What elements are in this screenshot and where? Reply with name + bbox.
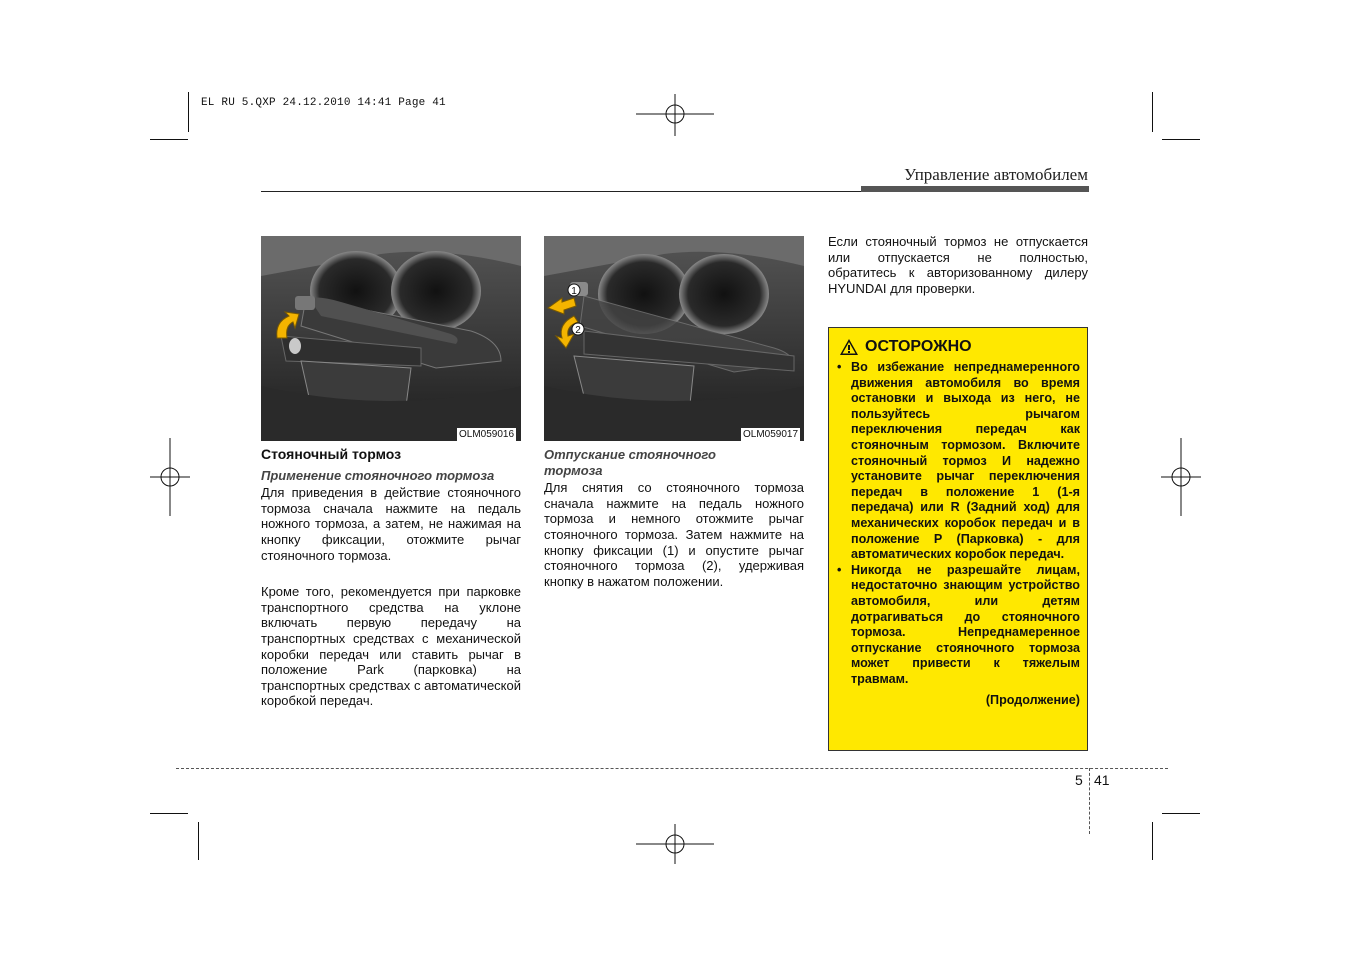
column-3 [828, 234, 1088, 296]
section-title: Управление автомобилем [904, 165, 1088, 184]
footer-rule [176, 768, 1168, 769]
file-slug: EL RU 5.QXP 24.12.2010 14:41 Page 41 [201, 97, 446, 109]
warning-title-text: ОСТОРОЖНО [865, 338, 972, 356]
warning-title [839, 338, 972, 356]
list-item [837, 360, 1080, 563]
marker-1: 1 [571, 286, 577, 297]
crop-mark [1152, 92, 1153, 132]
subheading: Отпускание стояночного тормоза [544, 447, 716, 478]
bullet: • [837, 360, 842, 374]
warning-triangle-icon [839, 338, 859, 356]
registration-mark-icon [150, 438, 190, 516]
marker-2: 2 [575, 325, 581, 336]
figure-code: OLM059017 [743, 429, 799, 440]
column-2 [544, 447, 804, 589]
crop-mark [150, 139, 188, 140]
page-number: 41 [1094, 772, 1110, 788]
subheading: Применение стояночного тормоза [261, 467, 495, 483]
warning-box [828, 327, 1088, 751]
footer-divider [1089, 768, 1090, 834]
continued-label: (Продолжение) [985, 693, 1080, 708]
column-1 [261, 447, 521, 709]
header-rule [261, 191, 861, 192]
registration-mark-icon [1161, 438, 1201, 516]
section-heading: Стояночный тормоз [261, 446, 402, 462]
paragraph: Если стояночный тормоз не отпускается или отпускается не полностью, обратитесь к авторизованному дилеру HYUNDAI для проверки. [828, 234, 1088, 296]
paragraph: Для снятия со стояночного тормоза сначала нажмите на педаль ножного тормоза и немного отожмите рычаг стояночного тормоза. Затем нажмите на кнопку фиксации (1) и опустите рычаг стояночного тормоза (2), удерживая кнопку в нажатом положении. [544, 480, 804, 589]
warning-text: Во избежание непреднамеренного движения автомобиля во время остановки и выхода из него, не пользуйтесь рычагом переключения передач как стояночным тормозом. Включите стояночный тормоз И надежно установите рычаг переключения передач в положение 1 (1-я передача) или R (Задний ход) для механических коробок передач и в положение P (Парковка) - для автоматических коробок передач. [851, 360, 1080, 562]
paragraph: Для приведения в действие стояночного тормоза сначала нажмите на педаль ножного тормоза, а затем, не нажимая на кнопку фиксации, отожмите рычаг стояночного тормоза. [261, 485, 521, 563]
paragraph: Кроме того, рекомендуется при парковке транспортного средства на уклоне включать первую передачу на транспортных средствах с механической коробки передач или ставить рычаг в положение Park (парковка) на транспортных средствах с автоматической коробкой передач. [261, 584, 521, 709]
crop-mark [150, 813, 188, 814]
warning-list [837, 360, 1080, 709]
bullet: • [837, 562, 842, 577]
crop-mark [1162, 813, 1200, 814]
parking-brake-apply-photo [261, 236, 521, 441]
page-section-number: 5 [1075, 772, 1083, 788]
registration-mark-icon [636, 94, 714, 136]
parking-brake-release-photo [544, 236, 804, 441]
list-item [837, 563, 1080, 688]
registration-mark-icon [636, 824, 714, 864]
crop-mark [198, 822, 199, 860]
figure-code: OLM059016 [459, 429, 515, 440]
crop-mark [188, 92, 189, 132]
crop-mark [1162, 139, 1200, 140]
warning-text: Никогда не разрешайте лицам, недостаточно знающим устройство автомобиля, или детям дотрагиваться до стояночного тормоза. Непреднамеренное отпускание стояночного тормоза может привести к тяжелым травмам. [851, 562, 1080, 686]
header-rule-accent [861, 186, 1089, 192]
crop-mark [1152, 822, 1153, 860]
